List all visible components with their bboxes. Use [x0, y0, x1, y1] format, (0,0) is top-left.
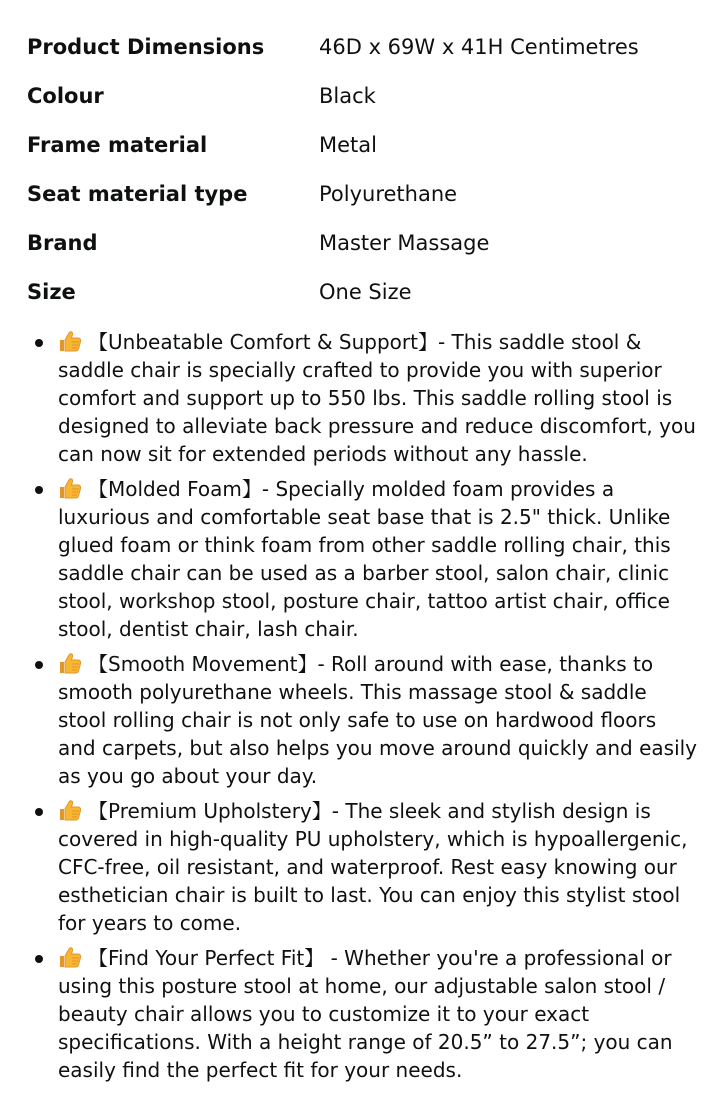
- feature-text: 【Smooth Movement】- Roll around with ease, thanks to smooth polyurethane wheels. This massage stool & saddle stool rolling chair is not only safe to use on hardwood floors and carpets, but also helps you move around quickly and easily as you go about your day.: [58, 652, 698, 788]
- spec-value: Metal: [319, 132, 377, 157]
- feature-bullet: [0, 475, 720, 643]
- spec-label: Seat material type: [27, 181, 248, 206]
- bullet-dot: [35, 955, 43, 963]
- spec-value: Black: [319, 83, 376, 108]
- feature-bullet-list: [0, 328, 720, 1091]
- feature-text: 【Molded Foam】- Specially molded foam provides a luxurious and comfortable seat base that is 2.5" thick. Unlike glued foam or think foam from other saddle rolling chair, this saddle chair can be used as a barber stool, salon chair, clinic stool, workshop stool, posture chair, tattoo artist chair, office stool, dentist chair, lash chair.: [58, 477, 671, 641]
- spec-value: Polyurethane: [319, 181, 458, 206]
- spec-label: Product Dimensions: [27, 34, 265, 59]
- spec-value: One Size: [319, 279, 412, 304]
- spec-row-seat-material-type: [27, 169, 707, 218]
- thumbs-up-icon: [58, 477, 82, 499]
- thumbs-up-icon: [58, 799, 82, 821]
- thumbs-up-icon: [58, 946, 82, 968]
- bullet-dot: [35, 808, 43, 816]
- feature-bullet: [0, 650, 720, 790]
- feature-bullet: [0, 328, 720, 468]
- spec-row-frame-material: [27, 120, 707, 169]
- product-specs-table: [27, 22, 707, 316]
- spec-row-product-dimensions: [27, 22, 707, 71]
- feature-bullet: [0, 944, 720, 1084]
- spec-value: 46D x 69W x 41H Centimetres: [319, 34, 639, 59]
- spec-row-colour: [27, 71, 707, 120]
- spec-label: Brand: [27, 230, 98, 255]
- bullet-dot: [35, 661, 43, 669]
- thumbs-up-icon: [58, 652, 82, 674]
- feature-bullet: [0, 797, 720, 937]
- thumbs-up-icon: [58, 330, 82, 352]
- spec-label: Colour: [27, 83, 104, 108]
- bullet-dot: [35, 486, 43, 494]
- spec-value: Master Massage: [319, 230, 490, 255]
- spec-label: Frame material: [27, 132, 208, 157]
- spec-row-size: [27, 267, 707, 316]
- bullet-dot: [35, 339, 43, 347]
- feature-text: 【Unbeatable Comfort & Support】- This saddle stool & saddle chair is specially crafted to provide you with superior comfort and support up to 550 lbs. This saddle rolling stool is designed to alleviate back pressure and reduce discomfort, you can now sit for extended periods without any hassle.: [58, 330, 696, 466]
- spec-row-brand: [27, 218, 707, 267]
- spec-label: Size: [27, 279, 76, 304]
- feature-text: 【Premium Upholstery】- The sleek and stylish design is covered in high-quality PU upholstery, which is hypoallergenic, CFC-free, oil resistant, and waterproof. Rest easy knowing our esthetician chair is built to last. You can enjoy this stylist stool for years to come.: [58, 799, 688, 935]
- feature-text: 【Find Your Perfect Fit】 - Whether you're a professional or using this posture stool at home, our adjustable salon stool / beauty chair allows you to customize it to your exact specifications. With a height range of 20.5” to 27.5”; you can easily find the perfect fit for your needs.: [58, 946, 673, 1082]
